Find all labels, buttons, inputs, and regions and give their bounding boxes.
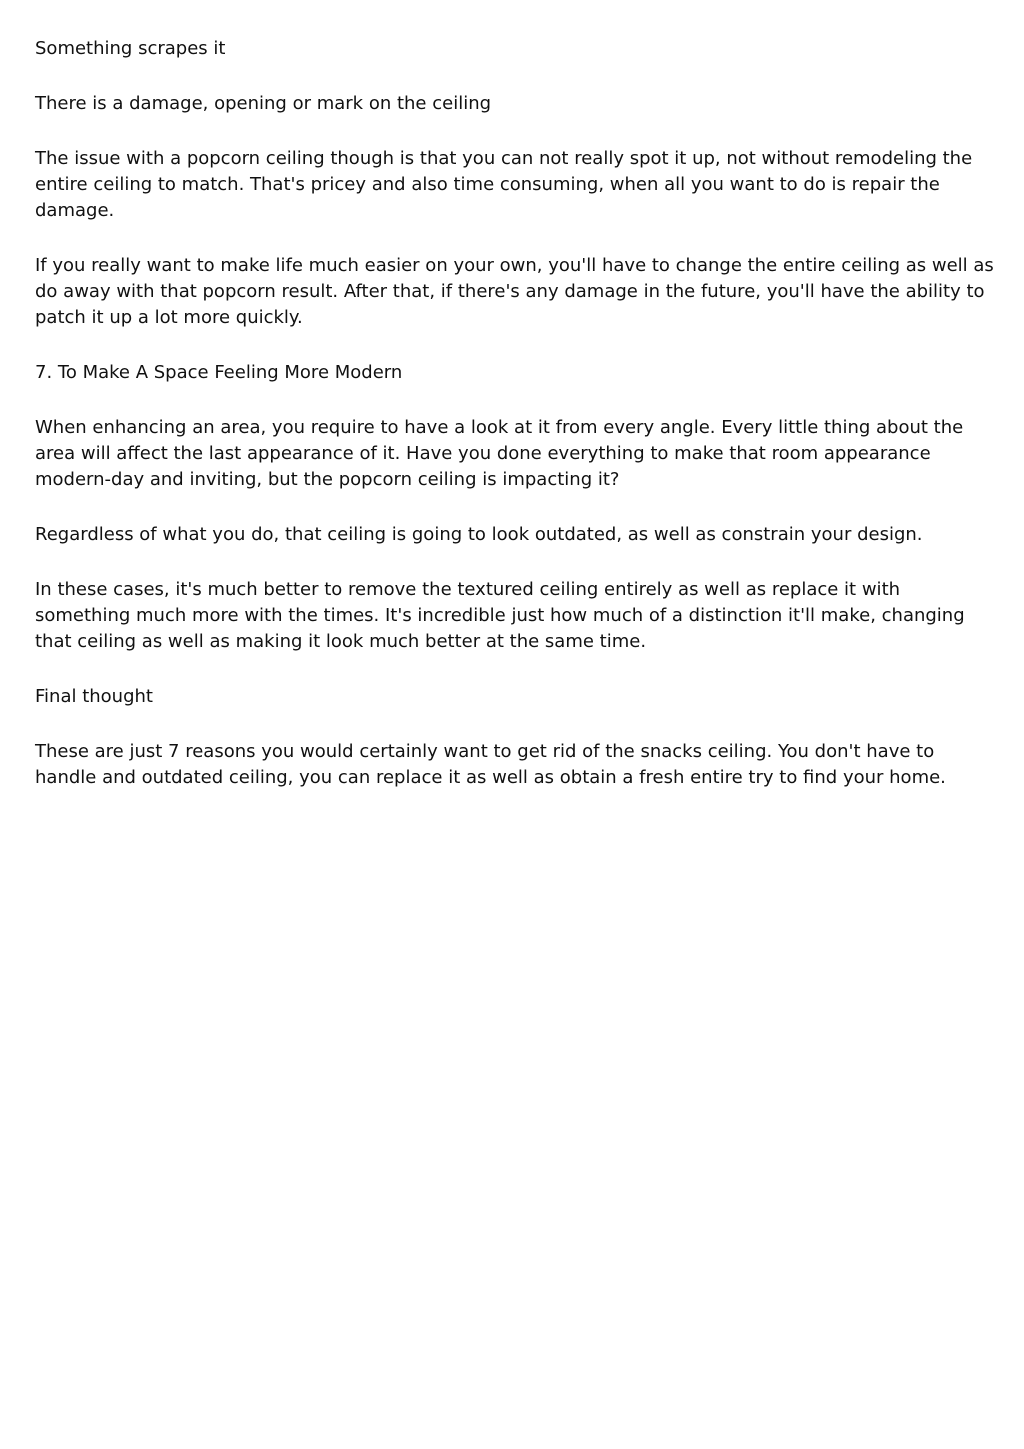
paragraph-enhancing-area: When enhancing an area, you require to have a look at it from every angle. Every little thing about the area will affect the last appearance of it. Have you done everything to make that room appearance modern-day and inviting, but the popcorn ceiling is impacting it?: [35, 417, 964, 490]
section-heading-modern: 7. To Make A Space Feeling More Modern: [35, 362, 403, 383]
paragraph-conclusion: These are just 7 reasons you would certainly want to get rid of the snacks ceiling. You don't have to handle and outdated ceiling, you can replace it as well as obtain a fresh entire try to find your home.: [35, 741, 946, 788]
paragraph-damage: There is a damage, opening or mark on the ceiling: [35, 93, 492, 114]
paragraph-make-life-easier: If you really want to make life much easier on your own, you'll have to change the entire ceiling as well as do away with that popcorn result. After that, if there's any damage in the future, you'll have the ability to patch it up a lot more quickly.: [35, 255, 994, 328]
paragraph-outdated: Regardless of what you do, that ceiling is going to look outdated, as well as constrain your design.: [35, 524, 923, 545]
document-page: [35, 36, 995, 820]
paragraph-scrapes: Something scrapes it: [35, 38, 226, 59]
section-heading-final-thought: Final thought: [35, 686, 153, 707]
paragraph-popcorn-issue: The issue with a popcorn ceiling though is that you can not really spot it up, not without remodeling the entire ceiling to match. That's pricey and also time consuming, when all you want to do is repair the damage.: [35, 148, 973, 221]
paragraph-remove-textured: In these cases, it's much better to remove the textured ceiling entirely as well as replace it with something much more with the times. It's incredible just how much of a distinction it'll make, changing that ceiling as well as making it look much better at the same time.: [35, 579, 965, 652]
